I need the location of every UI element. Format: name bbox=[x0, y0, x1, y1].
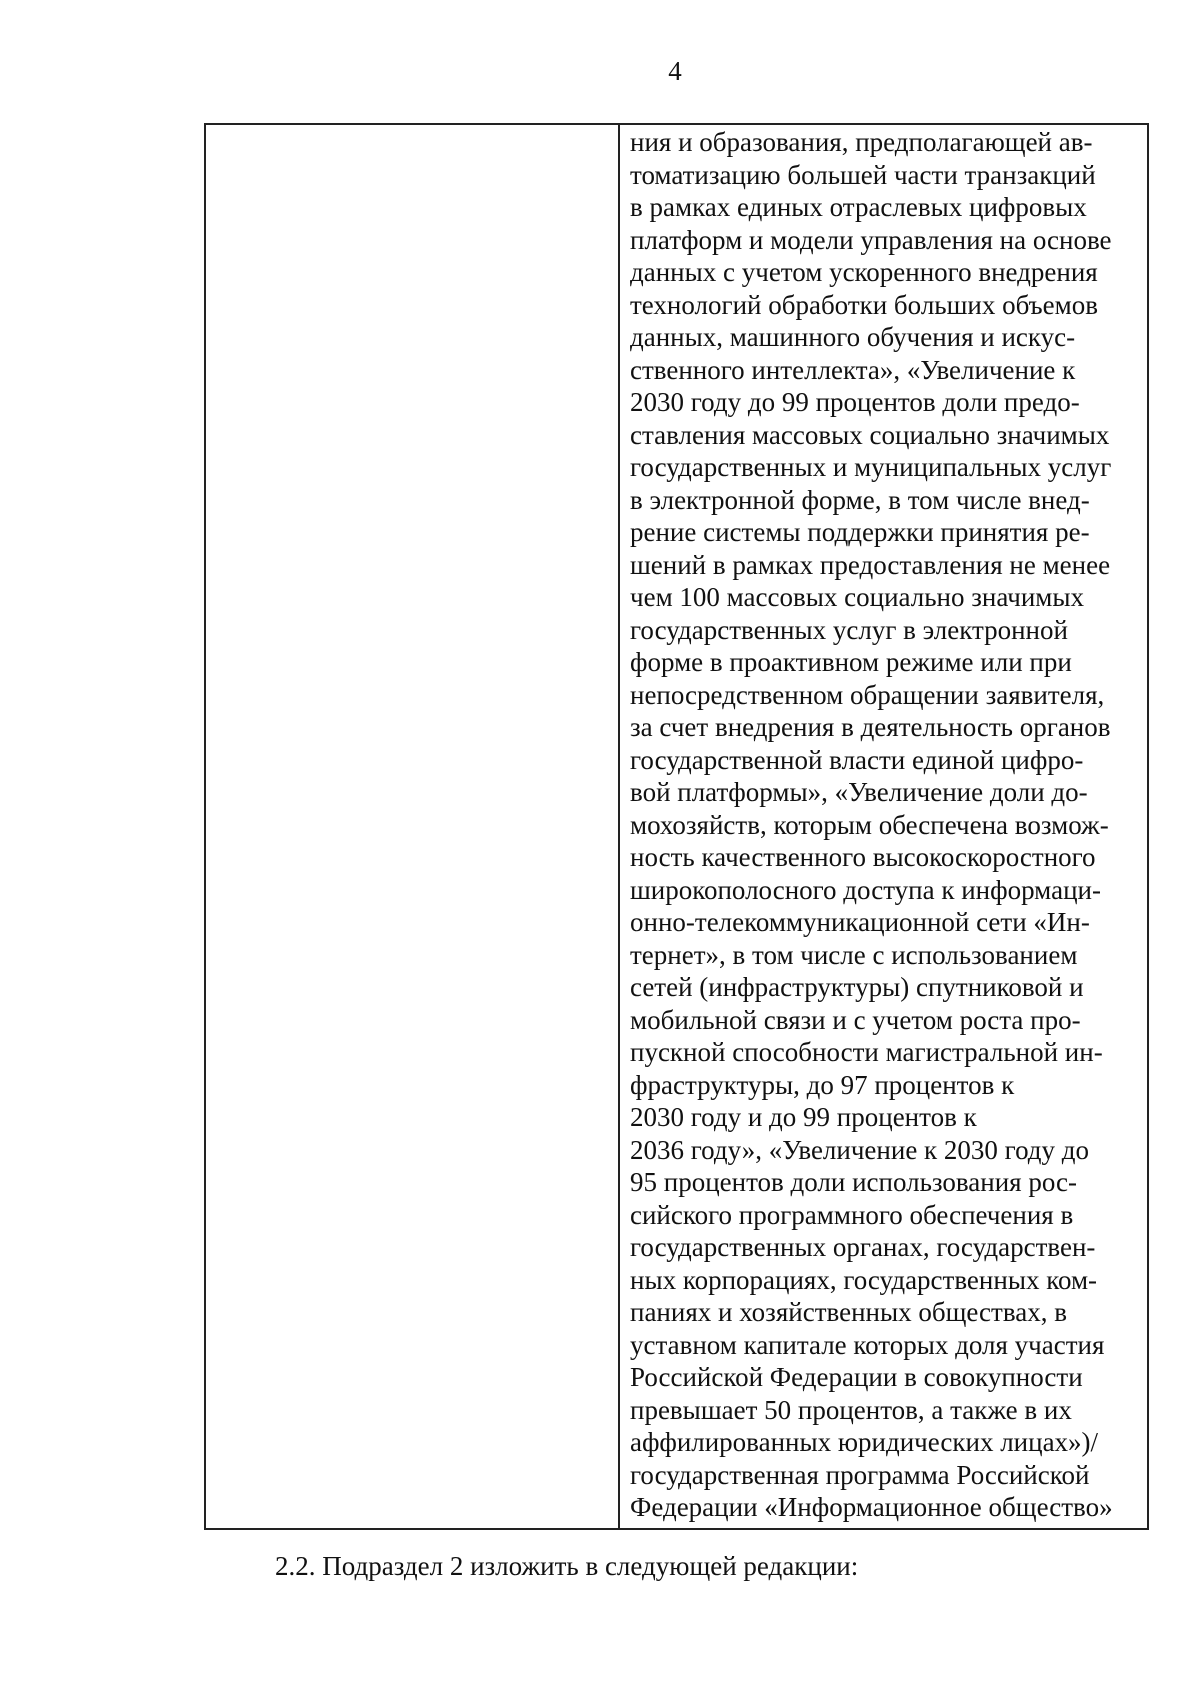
table-text-line: мобильной связи и с учетом роста про- bbox=[630, 1004, 1081, 1035]
table-text-line: ных корпорациях, государственных ком- bbox=[630, 1264, 1098, 1295]
table-text-line: превышает 50 процентов, а также в их bbox=[630, 1394, 1072, 1425]
table-text-line: за счет внедрения в деятельность органов bbox=[630, 712, 1111, 742]
table-text-line: тернет», в том числе с использованием bbox=[630, 939, 1078, 970]
table-text-line: чем 100 массовых социально значимых bbox=[630, 582, 1085, 612]
table-text-line: непосредственном обращении заявителя, bbox=[630, 679, 1105, 710]
table-text-line: платформ и модели управления на основе bbox=[630, 224, 1112, 255]
table-text-line: технологий обработки больших объемов bbox=[630, 289, 1098, 320]
table-text-line: 2030 году и до 99 процентов к bbox=[630, 1102, 977, 1132]
table-text-line: форме в проактивном режиме или при bbox=[630, 647, 1072, 677]
document-table bbox=[204, 123, 1149, 1530]
table-text-line: Федерации «Информационное общество» bbox=[630, 1492, 1113, 1522]
table-text-line: 2030 году до 99 процентов доли предо- bbox=[630, 387, 1080, 417]
table-text-line: сетей (инфраструктуры) спутниковой и bbox=[630, 972, 1084, 1002]
table-text-line: данных с учетом ускоренного внедрения bbox=[630, 257, 1098, 287]
table-text-line: ность качественного высокоскоростного bbox=[630, 842, 1096, 872]
table-text-line: широкополосного доступа к информаци- bbox=[630, 874, 1101, 905]
page-number: 4 bbox=[668, 56, 682, 86]
table-text-line: сийского программного обеспечения в bbox=[630, 1199, 1074, 1230]
table-text-line: аффилированных юридических лицах»)/ bbox=[630, 1427, 1099, 1457]
table-text-line: 95 процентов доли использования рос- bbox=[630, 1167, 1077, 1197]
table-text-line: государственной власти единой цифро- bbox=[630, 744, 1084, 775]
table-text-line: государственных и муниципальных услуг bbox=[630, 452, 1112, 482]
table-text-line: ния и образования, предполагающей ав- bbox=[630, 127, 1093, 157]
table-text-line: фраструктуры, до 97 процентов к bbox=[630, 1069, 1015, 1100]
table-text-line: государственная программа Российской bbox=[630, 1459, 1090, 1490]
table-text-line: в электронной форме, в том числе внед- bbox=[630, 484, 1090, 515]
table-text-line: данных, машинного обучения и искус- bbox=[630, 322, 1076, 352]
table-text-line: ставления массовых социально значимых bbox=[630, 419, 1110, 450]
table-text-line: государственных органах, государствен- bbox=[630, 1232, 1096, 1262]
table-text-line: ственного интеллекта», «Увеличение к bbox=[630, 354, 1076, 385]
table-text-line: паниях и хозяйственных обществах, в bbox=[630, 1297, 1067, 1327]
table-text-line: мохозяйств, которым обеспечена возмож- bbox=[630, 809, 1109, 840]
table-text-line: государственных услуг в электронной bbox=[630, 614, 1068, 645]
table-text-line: уставном капитале которых доля участия bbox=[630, 1329, 1105, 1360]
table-text-line: пускной способности магистральной ин- bbox=[630, 1037, 1103, 1067]
table-text-line: рение системы поддержки принятия ре- bbox=[630, 517, 1090, 547]
section-instruction-paragraph: 2.2. Подраздел 2 изложить в следующей редакции: bbox=[275, 1551, 859, 1581]
table-text-line: онно-телекоммуникационной сети «Ин- bbox=[630, 907, 1090, 937]
table-text-line: Российской Федерации в совокупности bbox=[630, 1362, 1083, 1392]
table-text-line: шений в рамках предоставления не менее bbox=[630, 549, 1111, 580]
table-text-line: томатизацию большей части транзакций bbox=[630, 159, 1096, 190]
table-left-cell bbox=[206, 125, 620, 1528]
table-text-line: в рамках единых отраслевых цифровых bbox=[630, 192, 1087, 222]
table-right-cell bbox=[620, 125, 1147, 1528]
table-text-line: вой платформы», «Увеличение доли до- bbox=[630, 777, 1088, 807]
table-text-line: 2036 году», «Увеличение к 2030 году до bbox=[630, 1134, 1090, 1165]
